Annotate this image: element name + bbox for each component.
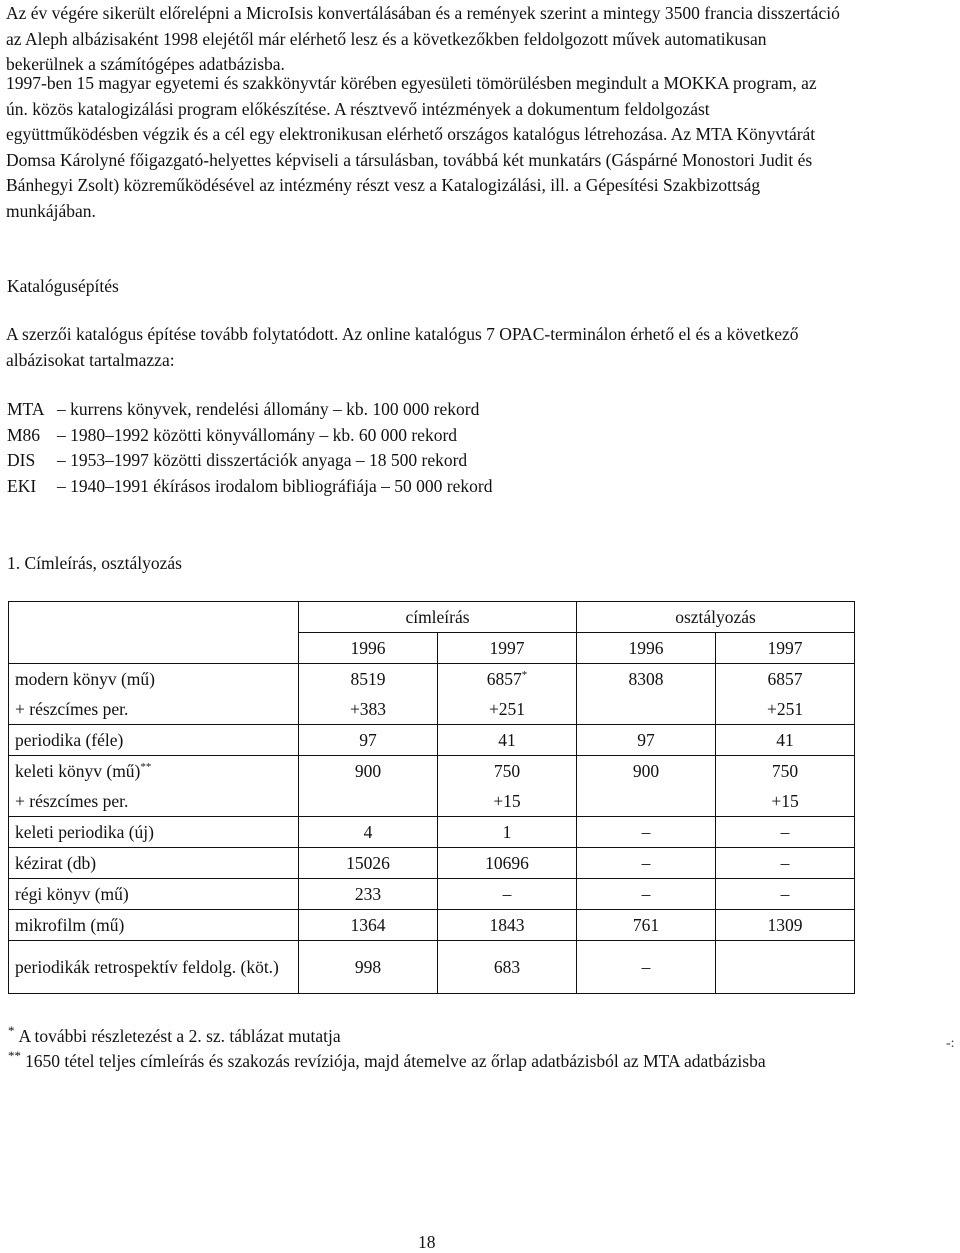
footnote-2	[8, 1049, 848, 1075]
table-cell: 41	[438, 725, 577, 756]
row-label: keleti periodika (új)	[9, 817, 299, 848]
year-header: 1997	[438, 633, 577, 664]
table-cell: –	[577, 879, 716, 910]
footnote-1	[8, 1024, 848, 1050]
table-row	[9, 879, 855, 910]
table-cell: 683	[438, 941, 577, 994]
table-cell: –	[577, 848, 716, 879]
row-label: + részcímes per.	[9, 694, 299, 725]
page-number: 18	[418, 1232, 436, 1252]
table-cell: +15	[438, 786, 577, 817]
table-cell: 1843	[438, 910, 577, 941]
table-row	[9, 941, 855, 994]
header-cimleiras: címleírás	[299, 602, 577, 633]
table-corner-cell	[9, 633, 299, 664]
row-label: periodikák retrospektív feldolg. (köt.)	[9, 941, 299, 994]
table-cell: –	[577, 817, 716, 848]
albazis-code: M86	[7, 424, 41, 445]
row-label: régi könyv (mű)	[9, 879, 299, 910]
table-year-row	[9, 633, 855, 664]
cell-value: 6857	[486, 668, 522, 689]
paragraph-disszertacio: Az év végére sikerült előrelépni a MicroIsis konvertálásában és a remények szerint a mintegy 3500 francia disszertáció az Aleph albázisaként 1998 elejétől már elérhető lesz és a következőkben feldolgozott művek automatikusan bekerülnek a számítógépes adatbázisba.	[6, 3, 840, 74]
table-cell	[9, 756, 299, 787]
row-label: kézirat (db)	[9, 848, 299, 879]
albazis-description: – kurrens könyvek, rendelési állomány – kb. 100 000 rekord	[57, 399, 480, 419]
table-cell: +383	[299, 694, 438, 725]
header-osztalyozas: osztályozás	[577, 602, 855, 633]
table-cell: 761	[577, 910, 716, 941]
section-heading-katalogusepites: Katalógusépítés	[7, 276, 119, 296]
table-cell: 97	[577, 725, 716, 756]
year-header: 1996	[577, 633, 716, 664]
table-cell: 1	[438, 817, 577, 848]
row-label: mikrofilm (mű)	[9, 910, 299, 941]
table-cell: 1364	[299, 910, 438, 941]
year-header: 1997	[716, 633, 855, 664]
table-cell: –	[716, 817, 855, 848]
albazis-description: – 1980–1992 közötti könyvállomány – kb. 60 000 rekord	[57, 424, 458, 445]
table-row	[9, 694, 855, 725]
table-cell: –	[716, 848, 855, 879]
table-cell: –	[438, 879, 577, 910]
footnote-marker: *	[521, 668, 528, 681]
table-cell: 8308	[577, 664, 716, 695]
footnote-marker: **	[8, 1048, 21, 1064]
table-cell: +251	[716, 694, 855, 725]
paragraph-mokka: 1997-ben 15 magyar egyetemi és szakkönyvtár körében egyesületi tömörülésben megindult a MOKKA program, az ún. közös katalogizálási program előkészítése. A résztvevő intézmények a dokumentum feldolgozást együttműködésben végzik és a cél egy elektronikusan elérhető országos katalógus létrehozása. Az MTA Könyvtárát Domsa Károlyné főigazgató-helyettes képviseli a társulásban, továbbá két munkatárs (Gáspárné Monostori Judit és Bánhegyi Zsolt) közreműködésével az intézmény részt vesz a Katalogizálási, ill. a Gépesítési Szakbizottság munkájában.	[6, 73, 817, 221]
table-cell: 4	[299, 817, 438, 848]
table-cell: 10696	[438, 848, 577, 879]
row-label: + részcímes per.	[9, 786, 299, 817]
table-cell: +15	[716, 786, 855, 817]
table-row	[9, 848, 855, 879]
table-cell: 750	[438, 756, 577, 787]
row-label: modern könyv (mű)	[9, 664, 299, 695]
table-row	[9, 664, 855, 695]
table-header-row	[9, 602, 855, 633]
table-row	[9, 725, 855, 756]
albazis-code: DIS	[7, 450, 36, 470]
table-cell: 97	[299, 725, 438, 756]
table-cell	[716, 941, 855, 994]
albazis-description: – 1940–1991 ékírásos irodalom bibliográfiája – 50 000 rekord	[57, 475, 493, 496]
table-cell: 1309	[716, 910, 855, 941]
table-row	[9, 817, 855, 848]
table-cell	[438, 664, 577, 695]
table-cell	[299, 786, 438, 817]
row-label: periodika (féle)	[9, 725, 299, 756]
table-cell: 233	[299, 879, 438, 910]
table-cell: 998	[299, 941, 438, 994]
table-cell: 900	[577, 756, 716, 787]
albazis-description: – 1953–1997 közötti disszertációk anyaga – 18 500 rekord	[57, 450, 468, 470]
table-cell: 900	[299, 756, 438, 787]
table-row	[9, 756, 855, 787]
table-row	[9, 910, 855, 941]
table-cell: –	[577, 941, 716, 994]
table-cell	[577, 786, 716, 817]
table-cell: 6857	[716, 664, 855, 695]
footnote-marker: *	[8, 1023, 15, 1039]
footnote-marker: **	[140, 760, 152, 773]
statistics-table	[8, 601, 855, 994]
table-cell	[577, 694, 716, 725]
albazis-code: MTA	[7, 399, 45, 419]
table-cell: 41	[716, 725, 855, 756]
table-row	[9, 786, 855, 817]
table-cell: 750	[716, 756, 855, 787]
year-header: 1996	[299, 633, 438, 664]
footnote-text: A további részletezést a 2. sz. táblázat mutatja	[18, 1026, 341, 1046]
table-cell: +251	[438, 694, 577, 725]
table-cell: 15026	[299, 848, 438, 879]
paragraph-szerzoi-katalogus: A szerzői katalógus építése tovább folytatódott. Az online katalógus 7 OPAC-terminálon érhető el és a következő albázisokat tartalmazza:	[6, 324, 799, 370]
footnote-text: 1650 tétel teljes címleírás és szakozás revíziója, majd átemelve az őrlap adatbázisból az MTA adatbázisba	[25, 1051, 766, 1071]
table-corner-cell	[9, 602, 299, 633]
albazis-code: EKI	[7, 475, 37, 496]
margin-mark: -:	[946, 1036, 955, 1051]
table-cell: 8519	[299, 664, 438, 695]
section-heading-cimleiras: 1. Címleírás, osztályozás	[7, 553, 182, 573]
row-label: keleti könyv (mű)	[15, 760, 141, 781]
table-cell: –	[716, 879, 855, 910]
